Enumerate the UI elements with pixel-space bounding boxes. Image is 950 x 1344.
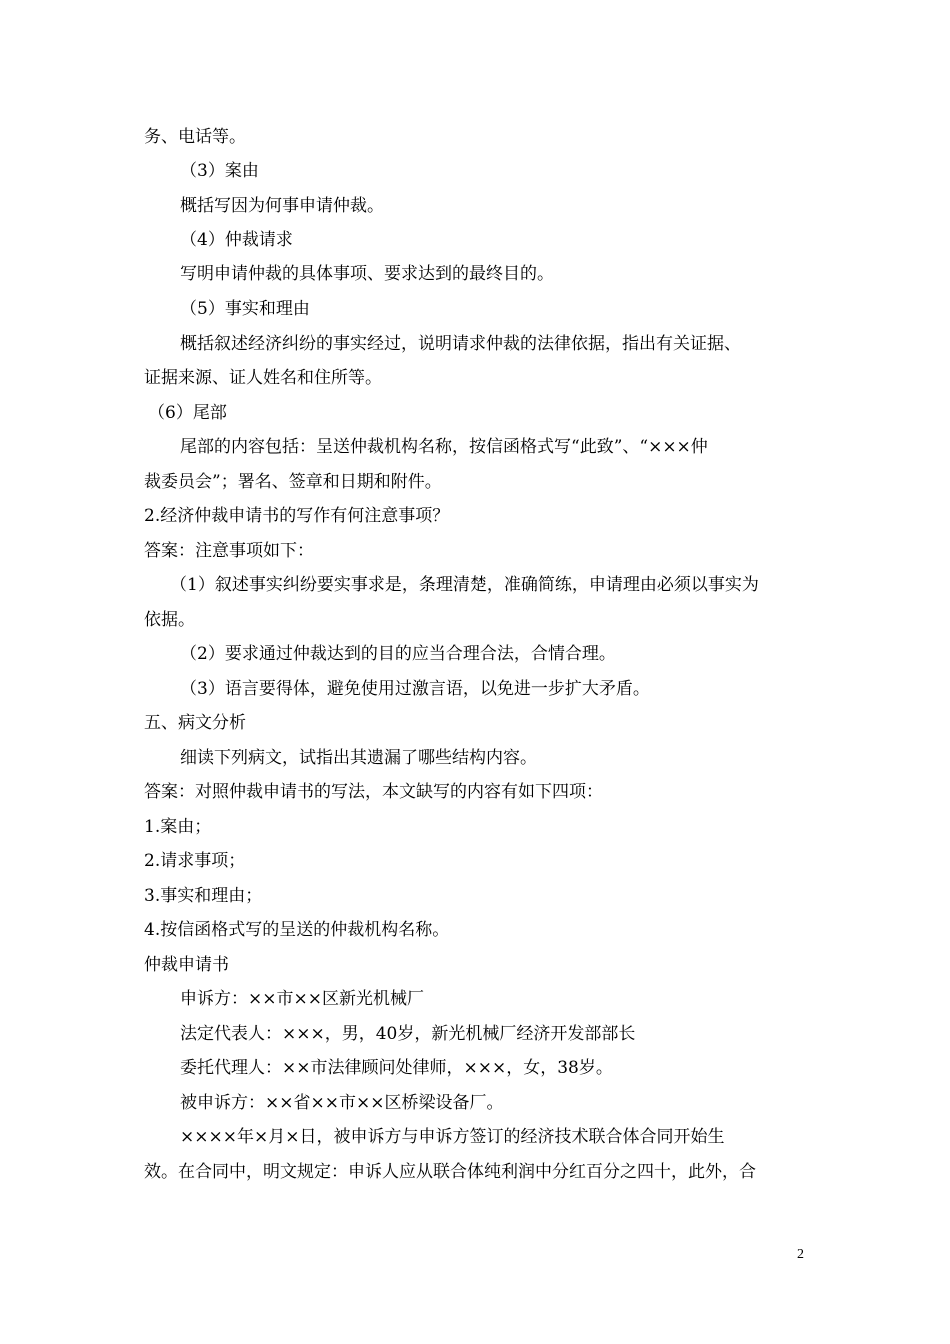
section-heading: （6）尾部 xyxy=(148,403,227,423)
answer-line: 答案：注意事项如下： xyxy=(144,541,314,561)
text-line: 尾部的内容包括：呈送仲裁机构名称，按信函格式写“此致”、“×××仲 xyxy=(180,437,708,457)
text-line: ××××年×月×日，被申诉方与申诉方签订的经济技术联合体合同开始生 xyxy=(180,1127,725,1147)
list-item: 4.按信函格式写的呈送的仲裁机构名称。 xyxy=(144,920,450,940)
text-line: 效。在合同中，明文规定：申诉人应从联合体纯利润中分红百分之四十，此外，合 xyxy=(144,1162,756,1182)
text-line: （3）语言要得体，避免使用过激言语，以免进一步扩大矛盾。 xyxy=(180,679,650,699)
section-title: 五、病文分析 xyxy=(144,713,246,733)
text-line: 写明申请仲裁的具体事项、要求达到的最终目的。 xyxy=(180,264,554,284)
section-heading: （5）事实和理由 xyxy=(180,299,310,319)
document-title: 仲裁申请书 xyxy=(144,955,229,975)
list-item: 3.事实和理由； xyxy=(144,886,263,906)
text-line: （2）要求通过仲裁达到的目的应当合理合法，合情合理。 xyxy=(180,644,616,664)
text-line: 被申诉方：××省××市××区桥梁设备厂。 xyxy=(180,1093,504,1113)
text-line: 细读下列病文，试指出其遗漏了哪些结构内容。 xyxy=(180,748,537,768)
section-heading: （4）仲裁请求 xyxy=(180,230,293,250)
text-line: 概括写因为何事申请仲裁。 xyxy=(180,196,384,216)
list-item: 1.案由； xyxy=(144,817,212,837)
text-line: 概括叙述经济纠纷的事实经过，说明请求仲裁的法律依据，指出有关证据、 xyxy=(180,334,741,354)
text-line: 裁委员会”；署名、签章和日期和附件。 xyxy=(144,472,442,492)
section-heading: （3）案由 xyxy=(180,161,259,181)
text-line: 依据。 xyxy=(144,610,195,630)
text-line: （1）叙述事实纠纷要实事求是，条理清楚，准确简练，申请理由必须以事实为 xyxy=(170,575,759,595)
text-line: 法定代表人：×××，男，40岁，新光机械厂经济开发部部长 xyxy=(180,1024,636,1044)
answer-line: 答案：对照仲裁申请书的写法，本文缺写的内容有如下四项： xyxy=(144,782,603,802)
question-heading: 2.经济仲裁申请书的写作有何注意事项？ xyxy=(144,506,450,526)
text-line: 证据来源、证人姓名和住所等。 xyxy=(144,368,382,388)
list-item: 2.请求事项； xyxy=(144,851,246,871)
text-line: 务、电话等。 xyxy=(144,127,246,147)
page-number: 2 xyxy=(797,1247,804,1262)
text-line: 委托代理人：××市法律顾问处律师，×××，女，38岁。 xyxy=(180,1058,613,1078)
text-line: 申诉方：××市××区新光机械厂 xyxy=(180,989,424,1009)
